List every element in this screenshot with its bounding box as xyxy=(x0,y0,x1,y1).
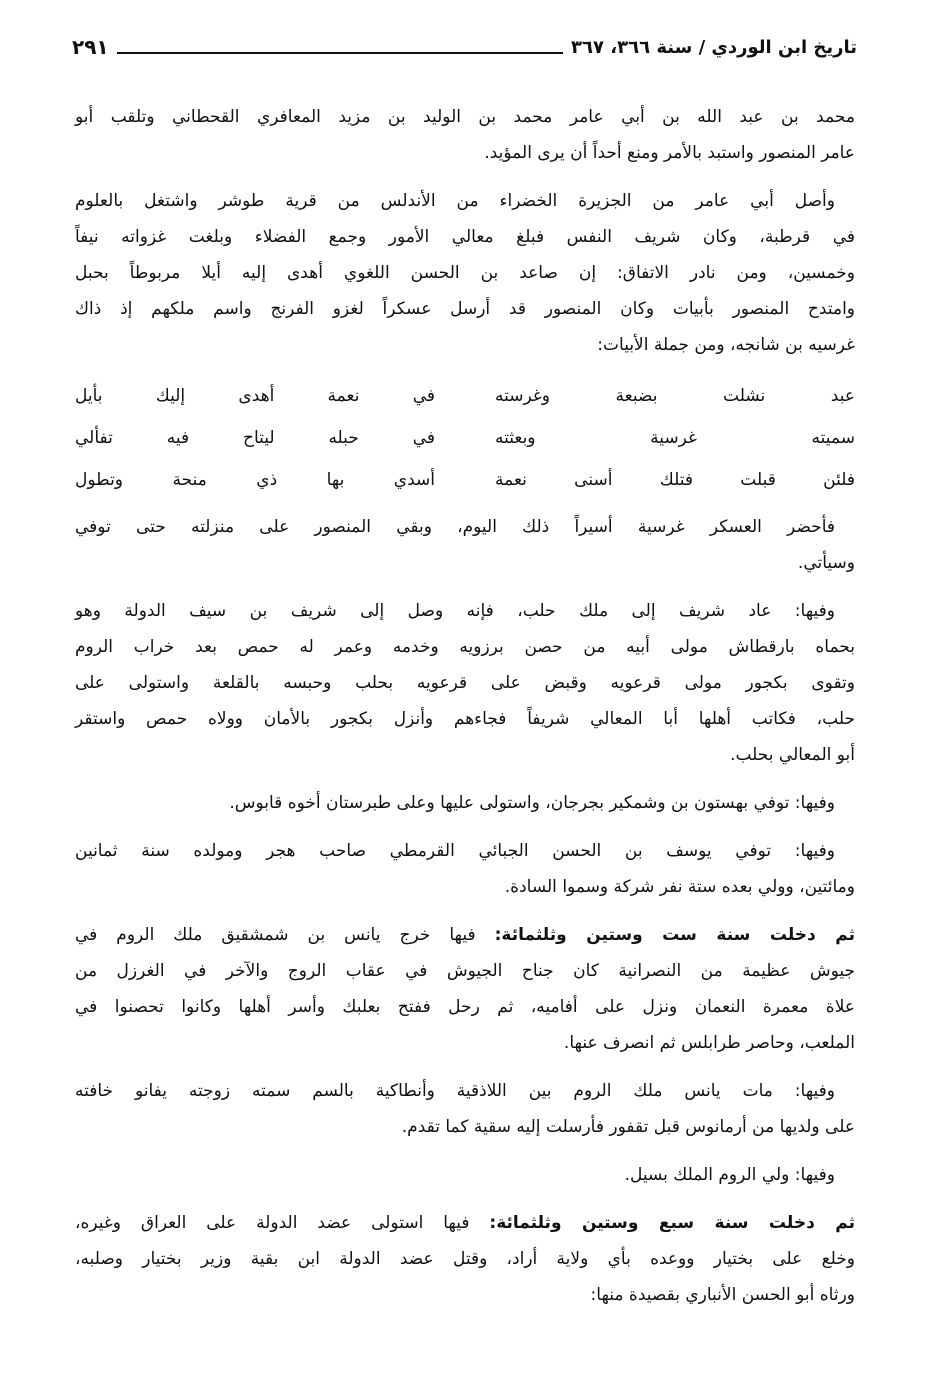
text-line: وفيها: عاد شريف إلى ملك حلب، فإنه وصل إلى شريف بن سيف الدولة وهو xyxy=(75,601,835,621)
verse xyxy=(75,375,855,417)
paragraph-4 xyxy=(75,593,855,773)
text-line: محمد بن عبد الله بن أبي عامر محمد بن الوليد بن مزيد المعافري القحطاني وتلقب أبو xyxy=(75,107,855,127)
text-line: غرسيه بن شانجه، ومن جملة الأبيات: xyxy=(597,335,855,355)
year-heading: ثم دخلت سنة ست وستين وثلثمائة: xyxy=(494,925,855,945)
paragraph-2 xyxy=(75,183,855,363)
second-hemistich: أسدي بها ذي منحة وتطول xyxy=(75,470,435,490)
text-line: أبو المعالي بحلب. xyxy=(730,745,855,765)
text-line xyxy=(75,1205,855,1241)
running-header xyxy=(72,30,857,64)
text-line: وأصل أبي عامر من الجزيرة الخضراء من الأندلس من قرية طوشر واشتغل بالعلوم xyxy=(75,191,835,211)
text-line: وامتدح المنصور بأبيات وكان المنصور قد أرسل عسكراً لغزو الفرنج واسم ملكهم إذ ذاك xyxy=(75,299,855,319)
header-rule xyxy=(117,40,563,54)
year-heading: ثم دخلت سنة سبع وستين وثلثمائة: xyxy=(489,1213,855,1233)
first-hemistich: عبد نشلت بضبعة وغرسته xyxy=(495,386,855,406)
paragraph-6 xyxy=(75,833,855,905)
text-run: فيها استولى عضد الدولة على العراق وغيره، xyxy=(75,1213,470,1233)
text-line: ورثاه أبو الحسن الأنباري بقصيدة منها: xyxy=(590,1285,855,1305)
running-title: تاريخ ابن الوردي / سنة ٣٦٦، ٣٦٧ xyxy=(571,36,857,58)
text-line: وفيها: مات يانس ملك الروم بين اللاذقية وأنطاكية بالسم سمته زوجته يفانو خافته xyxy=(75,1081,835,1101)
paragraph-1 xyxy=(75,99,855,171)
text-line: الملعب، وحاصر طرابلس ثم انصرف عنها. xyxy=(563,1033,855,1053)
paragraph-5 xyxy=(75,785,855,821)
first-hemistich: فلئن قبلت فتلك أسنى نعمة xyxy=(495,470,855,490)
text-line: فأحضر العسكر غرسية أسيراً ذلك اليوم، وبقي المنصور على منزلته حتى توفي xyxy=(75,517,835,537)
paragraph-3 xyxy=(75,509,855,581)
text-line: ومائتين، وولي بعده ستة نفر شركة وسموا السادة. xyxy=(504,877,855,897)
paragraph-9 xyxy=(75,1157,855,1193)
text-line: حلب، فكاتب أهلها أبا المعالي شريفاً فجاءهم وأنزل بكجور بالأمان وولاه حمص واستقر xyxy=(75,709,855,729)
poem xyxy=(75,375,855,501)
paragraph-7 xyxy=(75,917,855,1061)
text-line: وفيها: ولي الروم الملك بسيل. xyxy=(624,1165,835,1185)
text-line: على ولديها من أرمانوس قبل تقفور فأرسلت إليه سقية كما تقدم. xyxy=(401,1117,855,1137)
text-line: بحماه بارقطاش مولى أبيه من حصن برزويه وخدمه وعمر له حمص بعد خراب الروم xyxy=(75,637,855,657)
text-line xyxy=(75,917,855,953)
first-hemistich: سميته غرسية وبعثته xyxy=(495,428,855,448)
text-line: وخلع على بختيار ووعده بأي ولاية أراد، وقتل عضد الدولة ابن بقية وزير بختيار وصلبه، xyxy=(75,1249,855,1269)
text-line: في قرطبة، وكان شريف النفس فبلغ معالي الأمور وجمع الفضلاء وبلغت غزواته نيفاً xyxy=(75,227,855,247)
text-line: وتقوى بكجور مولى قرعويه وقبض على قرعويه بحلب وحبسه بالقلعة واستولى على xyxy=(75,673,855,693)
text-run: فيها خرج يانس بن شمشقيق ملك الروم في xyxy=(75,925,476,945)
paragraph-10 xyxy=(75,1205,855,1313)
verse xyxy=(75,417,855,459)
page-number: ٢٩١ xyxy=(72,35,109,59)
text-line: وفيها: توفي يوسف بن الحسن الجبائي القرمطي صاحب هجر ومولده سنة ثمانين xyxy=(75,841,835,861)
verse xyxy=(75,459,855,501)
text-line: وفيها: توفي بهستون بن وشمكير بجرجان، واستولى عليها وعلى طبرستان أخوه قابوس. xyxy=(229,793,835,813)
text-line: وسيأتي. xyxy=(797,553,855,573)
text-line: جيوش عظيمة من النصرانية كان جناح الجيوش في عقاب الروج والآخر في الغرزل من xyxy=(75,961,855,981)
second-hemistich: في حبله ليتاح فيه تفألي xyxy=(75,428,435,448)
page-body xyxy=(75,99,855,1325)
second-hemistich: في نعمة أهدى إليك بأيل xyxy=(75,386,435,406)
text-line: وخمسين، ومن نادر الاتفاق: إن صاعد بن الحسن اللغوي أهدى إليه أيلا مربوطاً بحبل xyxy=(75,263,855,283)
paragraph-8 xyxy=(75,1073,855,1145)
text-line: علاة معمرة النعمان ونزل على أفاميه، ثم رحل ففتح بعلبك وأسر أهلها وكانوا تحصنوا في xyxy=(75,997,855,1017)
text-line: عامر المنصور واستبد بالأمر ومنع أحداً أن يرى المؤيد. xyxy=(484,143,855,163)
